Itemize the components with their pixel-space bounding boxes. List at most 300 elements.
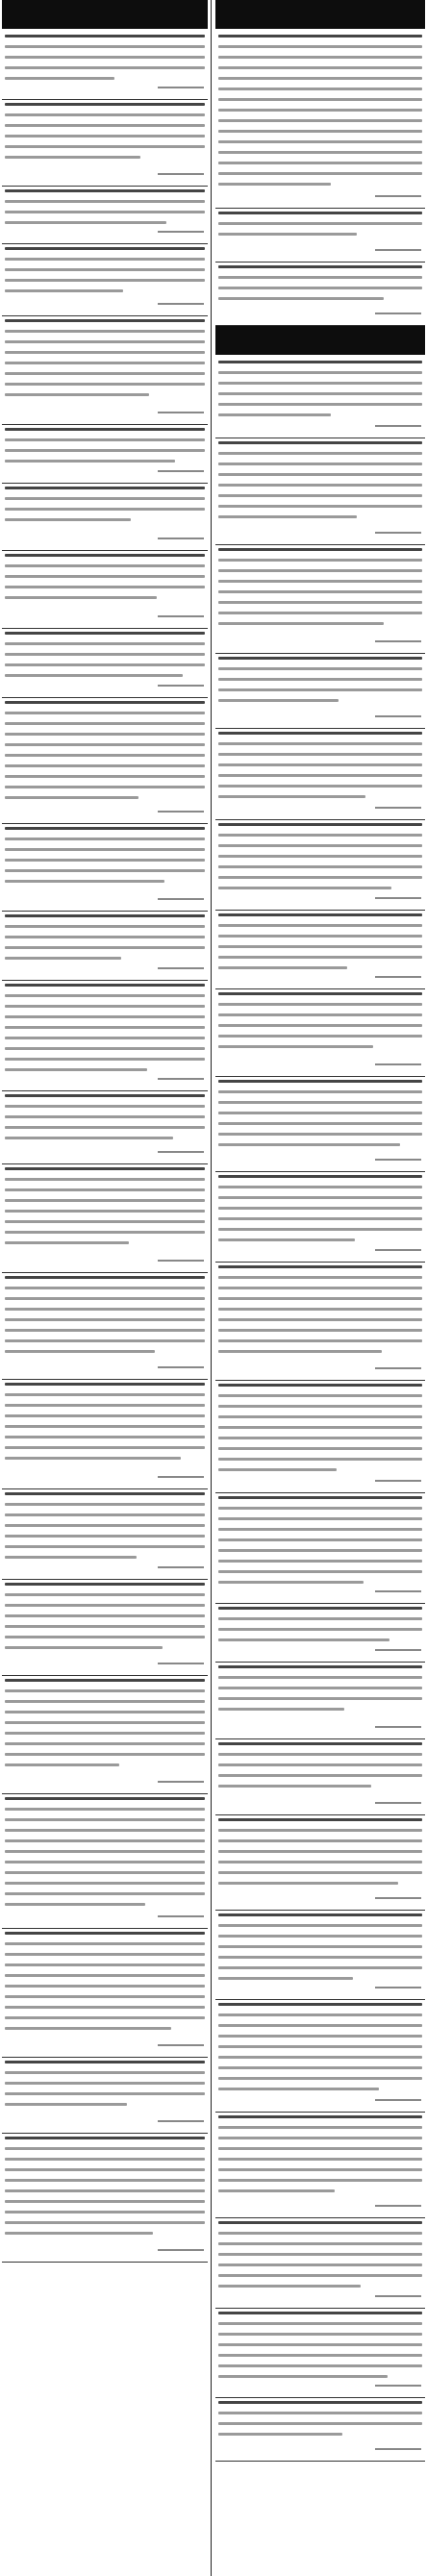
- ad-reference-number: [375, 1590, 421, 1601]
- ad-text-line: [218, 2333, 422, 2336]
- ad-text-line: [218, 276, 422, 279]
- ad-text-line: [218, 1528, 422, 1531]
- ad-reference-number: [158, 538, 204, 548]
- ad-text-line: [5, 1446, 205, 1449]
- ad-text-line: [5, 2158, 205, 2161]
- ad-reference-number: [158, 1476, 204, 1487]
- ad-text-line: [5, 1037, 205, 1039]
- ad-text-placeholder: [218, 732, 422, 806]
- ad-text-line: [5, 1839, 205, 1842]
- ad-text-line: [5, 1732, 205, 1735]
- ad-text-line: [5, 796, 138, 799]
- ad-text-line: [5, 1646, 163, 1649]
- ad-text-line: [5, 1625, 205, 1628]
- classified-ad: [2, 1091, 208, 1164]
- ad-text-line: [218, 2147, 422, 2150]
- ad-text-line: [218, 1217, 422, 1220]
- ad-text-placeholder: [5, 1932, 205, 2043]
- ad-text-line: [5, 1492, 205, 1495]
- classified-ad: [2, 484, 208, 551]
- ad-reference-number: [158, 173, 204, 184]
- ad-text-line: [218, 2242, 422, 2245]
- ad-text-placeholder: [218, 212, 422, 248]
- ad-text-line: [218, 66, 422, 69]
- ad-text-line: [218, 1829, 422, 1832]
- ad-text-line: [218, 753, 422, 756]
- ad-text-line: [218, 1924, 422, 1927]
- ad-text-placeholder: [218, 2115, 422, 2204]
- ad-text-line: [218, 622, 384, 625]
- classified-ad: [2, 1794, 208, 1929]
- ad-text-line: [5, 1932, 205, 1935]
- ad-text-line: [5, 1404, 205, 1407]
- ad-reference-number: [158, 685, 204, 695]
- ad-text-line: [5, 1115, 205, 1118]
- ad-text-line: [218, 98, 422, 101]
- ad-text-line: [218, 287, 422, 289]
- ad-text-line: [218, 1763, 422, 1766]
- ad-text-line: [5, 1393, 205, 1396]
- ad-reference-number: [158, 2249, 204, 2260]
- ad-text-line: [218, 1665, 422, 1668]
- ad-text-line: [218, 688, 422, 691]
- ad-text-line: [5, 984, 205, 987]
- ad-text-placeholder: [218, 1742, 422, 1801]
- ad-text-line: [5, 2071, 205, 2074]
- ad-text-line: [218, 212, 422, 214]
- ad-text-line: [218, 657, 422, 660]
- ad-text-line: [5, 124, 205, 127]
- ad-text-line: [5, 1882, 205, 1885]
- ad-text-line: [5, 1535, 205, 1538]
- ad-text-line: [5, 712, 205, 714]
- ad-text-line: [5, 1903, 145, 1906]
- ad-text-line: [218, 151, 422, 154]
- ad-text-line: [5, 1318, 205, 1321]
- ad-text-line: [218, 1186, 422, 1188]
- ad-text-line: [5, 1105, 205, 1108]
- ad-reference-number: [375, 715, 421, 726]
- ad-text-line: [218, 1426, 422, 1429]
- ad-text-line: [218, 1966, 422, 1969]
- ad-text-line: [5, 428, 205, 431]
- ad-text-line: [218, 2232, 422, 2235]
- classified-ad: [2, 32, 208, 100]
- column-divider: [211, 0, 212, 2576]
- classified-ad: [2, 981, 208, 1091]
- ad-text-line: [218, 1850, 422, 1853]
- ad-text-line: [5, 674, 183, 677]
- ad-text-line: [5, 372, 205, 375]
- ad-text-line: [5, 56, 205, 59]
- ad-text-line: [218, 119, 422, 122]
- ad-text-line: [5, 2006, 205, 2009]
- ad-text-line: [5, 701, 205, 704]
- classified-ad: [215, 1077, 425, 1172]
- ad-text-line: [5, 1178, 205, 1181]
- ad-text-line: [5, 1297, 205, 1300]
- ad-text-line: [5, 2092, 205, 2095]
- ad-text-line: [5, 2179, 205, 2182]
- ad-text-line: [218, 2412, 422, 2414]
- ad-text-line: [5, 848, 205, 851]
- ad-text-placeholder: [5, 487, 205, 537]
- ad-text-line: [5, 1871, 205, 1874]
- ad-text-placeholder: [5, 35, 205, 86]
- ad-text-line: [5, 319, 205, 322]
- ad-text-line: [5, 642, 205, 645]
- ad-reference-number: [375, 425, 421, 436]
- ad-text-line: [5, 1556, 137, 1559]
- ad-text-placeholder: [218, 1265, 422, 1366]
- ad-text-line: [5, 586, 205, 588]
- ad-text-line: [218, 678, 422, 681]
- ad-text-line: [218, 1935, 422, 1938]
- ad-text-line: [5, 289, 123, 292]
- ad-text-line: [5, 362, 205, 364]
- ad-text-placeholder: [218, 441, 422, 531]
- ad-text-line: [5, 258, 205, 261]
- classified-ad: [215, 1739, 425, 1815]
- ad-text-line: [5, 135, 205, 138]
- ad-text-line: [5, 1753, 205, 1756]
- ad-text-line: [218, 1308, 422, 1311]
- ad-text-line: [218, 2274, 422, 2277]
- classified-ad: [2, 1676, 208, 1794]
- ad-text-line: [5, 351, 205, 354]
- ad-text-line: [5, 1513, 205, 1516]
- ad-reference-number: [375, 195, 421, 206]
- ad-text-line: [218, 1560, 422, 1563]
- ad-text-line: [218, 1697, 422, 1700]
- ad-text-placeholder: [218, 1175, 422, 1248]
- ad-text-line: [218, 45, 422, 48]
- ad-reference-number: [375, 249, 421, 260]
- ad-text-line: [218, 484, 422, 487]
- ad-text-line: [5, 113, 205, 116]
- ad-text-line: [218, 1977, 353, 1980]
- ad-text-line: [218, 1101, 422, 1104]
- ad-text-line: [218, 876, 422, 879]
- ad-text-line: [5, 554, 205, 557]
- classified-ad: [215, 820, 425, 911]
- ad-text-line: [218, 515, 357, 518]
- ad-text-line: [218, 2263, 422, 2266]
- ad-text-line: [5, 1963, 205, 1966]
- ad-text-line: [218, 2137, 422, 2139]
- ad-text-line: [5, 1199, 205, 1202]
- ad-text-line: [5, 1058, 205, 1061]
- ad-reference-number: [158, 303, 204, 313]
- ad-text-line: [5, 1850, 205, 1853]
- ad-text-line: [5, 1188, 205, 1191]
- ad-text-line: [218, 2045, 422, 2048]
- ad-text-placeholder: [5, 1492, 205, 1565]
- classified-ad: [2, 1273, 208, 1380]
- ad-text-line: [5, 2168, 205, 2171]
- ad-text-line: [5, 1425, 205, 1428]
- ad-text-placeholder: [5, 1276, 205, 1365]
- ad-text-line: [5, 1137, 173, 1139]
- ad-text-line: [5, 200, 205, 203]
- ad-text-line: [218, 172, 422, 175]
- ad-reference-number: [375, 897, 421, 908]
- ad-text-line: [218, 1024, 422, 1027]
- ad-text-line: [218, 1207, 422, 1210]
- ad-text-line: [218, 1080, 422, 1083]
- ad-text-line: [5, 1636, 205, 1638]
- ad-text-line: [218, 2158, 422, 2161]
- left-column: [2, 0, 208, 2576]
- ad-text-line: [218, 1774, 422, 1777]
- ad-text-placeholder: [5, 1094, 205, 1150]
- ad-text-line: [218, 1538, 422, 1541]
- ad-text-line: [218, 774, 422, 777]
- ad-text-line: [218, 1507, 422, 1510]
- ad-text-line: [218, 233, 357, 236]
- ad-text-line: [5, 247, 205, 250]
- ad-text-line: [5, 925, 205, 928]
- classified-ad: [215, 2218, 425, 2309]
- ad-text-line: [218, 1143, 400, 1146]
- ad-text-placeholder: [5, 632, 205, 684]
- ad-text-line: [218, 785, 422, 788]
- ad-text-line: [218, 1415, 422, 1418]
- ad-text-line: [218, 183, 331, 186]
- ad-reference-number: [375, 1987, 421, 1997]
- ad-reference-number: [375, 1063, 421, 1074]
- ad-text-line: [218, 1394, 422, 1397]
- classified-ad: [2, 1380, 208, 1489]
- ad-text-line: [5, 1276, 205, 1279]
- ad-text-placeholder: [218, 913, 422, 975]
- ad-text-line: [5, 663, 205, 666]
- ad-text-line: [218, 88, 422, 90]
- ad-text-placeholder: [5, 247, 205, 302]
- ad-reference-number: [375, 2099, 421, 2110]
- ad-text-line: [5, 1679, 205, 1682]
- ad-text-line: [5, 497, 205, 500]
- ad-text-line: [5, 2082, 205, 2085]
- ad-text-line: [218, 1045, 373, 1048]
- ad-text-line: [5, 438, 205, 441]
- ad-text-line: [218, 559, 422, 562]
- ad-reference-number: [375, 1249, 421, 1260]
- classified-ad: [215, 654, 425, 729]
- ad-text-placeholder: [5, 1679, 205, 1780]
- ad-text-line: [5, 221, 166, 224]
- ad-text-line: [5, 2189, 205, 2192]
- ad-text-line: [5, 1995, 205, 1998]
- ad-text-placeholder: [218, 1818, 422, 1896]
- ad-text-line: [218, 742, 422, 745]
- classified-ad: [215, 209, 425, 263]
- ad-text-placeholder: [218, 2221, 422, 2294]
- ad-text-line: [218, 2126, 422, 2129]
- ad-text-line: [218, 548, 422, 551]
- ad-text-placeholder: [218, 361, 422, 424]
- ad-reference-number: [375, 313, 421, 323]
- ad-text-line: [5, 1308, 205, 1311]
- ad-text-line: [218, 1785, 371, 1788]
- ad-text-line: [218, 1945, 422, 1948]
- ad-text-line: [218, 1871, 422, 1874]
- ad-text-line: [218, 1839, 422, 1842]
- ad-text-line: [218, 1329, 422, 1332]
- ad-text-line: [218, 2422, 422, 2425]
- ad-text-placeholder: [5, 1167, 205, 1259]
- classified-ad: [215, 438, 425, 545]
- ad-text-line: [218, 2312, 422, 2314]
- ad-text-line: [218, 2322, 422, 2325]
- ad-reference-number: [158, 1366, 204, 1377]
- ad-text-line: [5, 279, 205, 282]
- ad-text-line: [218, 1384, 422, 1387]
- classified-ad: [215, 1604, 425, 1663]
- ad-text-line: [5, 786, 205, 788]
- ad-text-line: [5, 2147, 205, 2150]
- ad-text-line: [5, 775, 205, 778]
- ad-text-line: [5, 1763, 119, 1766]
- ad-text-line: [218, 2066, 422, 2069]
- ad-text-placeholder: [5, 428, 205, 469]
- ad-text-placeholder: [218, 823, 422, 896]
- ad-text-line: [218, 913, 422, 916]
- ad-text-line: [5, 1524, 205, 1527]
- ad-text-line: [5, 1068, 147, 1071]
- ad-text-line: [218, 2168, 422, 2171]
- ad-text-line: [5, 1545, 205, 1548]
- classified-ad: [215, 2113, 425, 2218]
- ad-text-line: [218, 1318, 422, 1321]
- ad-text-line: [5, 211, 205, 213]
- ad-text-line: [218, 2364, 422, 2367]
- ad-text-line: [218, 1753, 422, 1756]
- ad-text-line: [218, 966, 347, 969]
- classified-ad: [215, 1493, 425, 1604]
- ad-text-line: [218, 956, 422, 959]
- classified-ad: [215, 2309, 425, 2398]
- ad-text-line: [218, 222, 422, 225]
- ad-text-line: [218, 1003, 422, 1006]
- ad-text-line: [5, 1436, 205, 1438]
- classified-ad: [2, 2134, 208, 2263]
- ad-text-line: [5, 1942, 205, 1945]
- ad-text-line: [218, 580, 422, 583]
- ad-reference-number: [375, 1802, 421, 1813]
- ad-text-line: [218, 1447, 422, 1450]
- ad-text-line: [5, 2061, 205, 2063]
- ad-text-line: [218, 2056, 422, 2059]
- ad-text-line: [5, 1604, 205, 1607]
- classified-ad: [215, 32, 425, 209]
- ad-reference-number: [158, 2120, 204, 2131]
- ad-text-line: [5, 1861, 205, 1863]
- ad-text-line: [218, 844, 422, 847]
- ad-text-line: [5, 2027, 171, 2030]
- ad-reference-number: [375, 1726, 421, 1737]
- classified-ad: [2, 1580, 208, 1676]
- left-ad-list: [2, 32, 208, 2263]
- ad-text-line: [218, 865, 422, 868]
- ad-text-placeholder: [218, 1665, 422, 1725]
- ad-text-placeholder: [5, 554, 205, 614]
- ad-text-line: [218, 2035, 422, 2038]
- ad-text-line: [218, 1638, 389, 1641]
- ad-reference-number: [375, 2295, 421, 2306]
- classified-ad: [2, 316, 208, 425]
- ad-text-line: [218, 1112, 422, 1114]
- ad-text-line: [218, 1133, 422, 1136]
- ad-text-line: [5, 1241, 129, 1244]
- ad-text-line: [5, 1457, 181, 1460]
- classified-ad: [215, 1172, 425, 1263]
- ad-text-line: [5, 330, 205, 333]
- ad-text-placeholder: [218, 657, 422, 714]
- ad-text-line: [218, 1090, 422, 1093]
- ad-text-line: [5, 268, 205, 271]
- ad-text-line: [5, 743, 205, 746]
- classified-ad: [215, 545, 425, 654]
- ad-text-line: [5, 145, 205, 148]
- classified-ad: [2, 912, 208, 981]
- ad-text-line: [218, 413, 331, 416]
- ad-text-line: [218, 1581, 364, 1584]
- ad-text-line: [218, 382, 422, 385]
- ad-text-placeholder: [218, 1913, 422, 1986]
- ad-text-line: [218, 795, 365, 798]
- ad-text-line: [5, 1829, 205, 1832]
- ad-reference-number: [158, 1566, 204, 1577]
- ad-text-line: [5, 653, 205, 656]
- ad-text-line: [5, 564, 205, 567]
- ad-text-line: [5, 754, 205, 757]
- ad-text-line: [218, 265, 422, 268]
- ad-text-line: [5, 957, 121, 960]
- ad-text-line: [218, 162, 422, 164]
- ad-text-line: [218, 1687, 422, 1689]
- classified-ad: [215, 729, 425, 820]
- ad-text-line: [218, 2077, 422, 2080]
- classified-ad: [215, 1815, 425, 1911]
- ad-reference-number: [158, 231, 204, 241]
- ad-text-line: [5, 1818, 205, 1821]
- ad-text-line: [218, 945, 422, 948]
- ad-text-line: [218, 1276, 422, 1279]
- ad-text-placeholder: [218, 2003, 422, 2098]
- ad-text-line: [5, 1210, 205, 1213]
- ad-text-line: [218, 887, 391, 889]
- ad-text-line: [218, 612, 422, 614]
- ad-text-line: [218, 1437, 422, 1439]
- right-ad-list-top: [215, 32, 425, 326]
- classified-ad: [2, 2058, 208, 2134]
- ad-text-line: [5, 1711, 205, 1713]
- ad-text-line: [218, 297, 384, 300]
- ad-text-line: [218, 1122, 422, 1125]
- classified-ad: [2, 551, 208, 629]
- classified-ad: [215, 911, 425, 989]
- ad-text-line: [218, 2115, 422, 2118]
- ad-text-line: [5, 340, 205, 343]
- ad-text-line: [218, 77, 422, 80]
- ad-text-placeholder: [218, 265, 422, 312]
- ad-text-placeholder: [218, 992, 422, 1063]
- ad-text-line: [218, 2433, 342, 2436]
- ad-text-placeholder: [218, 2401, 422, 2447]
- ad-text-line: [218, 1570, 422, 1573]
- classified-ad: [2, 1164, 208, 1273]
